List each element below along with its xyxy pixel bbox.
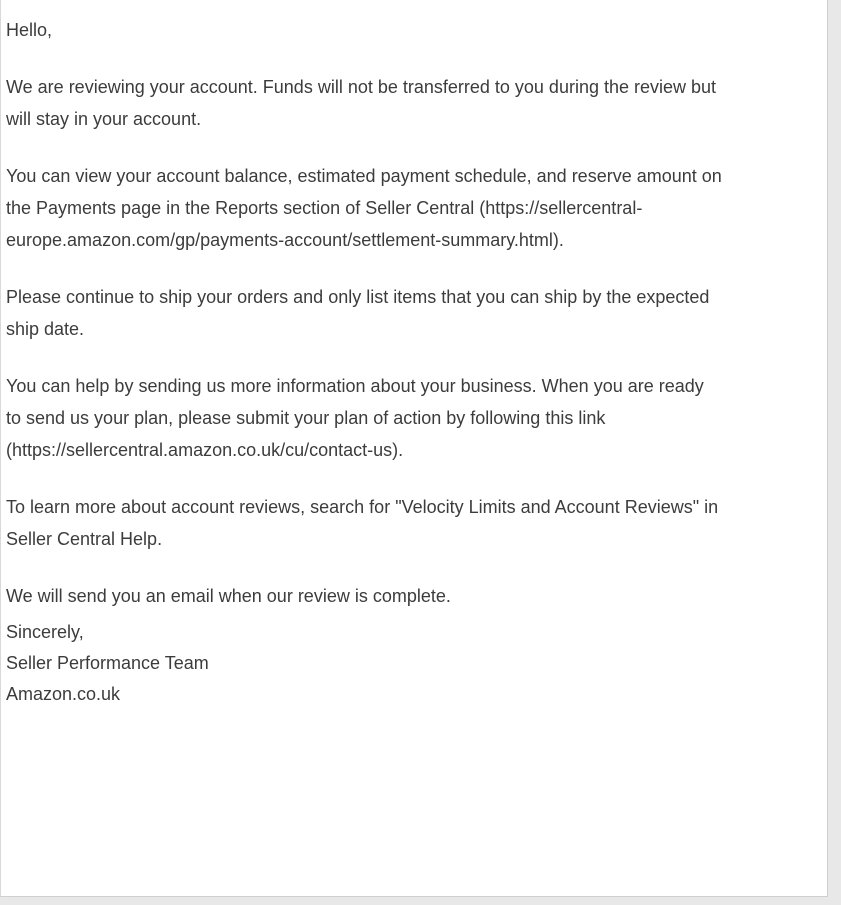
- greeting: Hello,: [6, 20, 53, 40]
- signoff: Sincerely,: [6, 622, 84, 642]
- paragraph-review-complete: We will send you an email when our review is complete.: [6, 586, 451, 606]
- paragraph-continue-shipping: Please continue to ship your orders and only list items that you can ship by the expected ship date.: [6, 287, 710, 339]
- paragraph-account-review: We are reviewing your account. Funds will not be transferred to you during the review but will stay in your account.: [6, 77, 717, 129]
- email-body: [6, 14, 826, 710]
- paragraph-learn-more: To learn more about account reviews, search for "Velocity Limits and Account Reviews" in Seller Central Help.: [6, 497, 719, 549]
- paragraph-plan-of-action: You can help by sending us more information about your business. When you are ready to send us your plan, please submit your plan of action by following this link (https://sellercentral.amazon.co.uk/cu/contact-us).: [6, 376, 704, 460]
- paragraph-account-balance: You can view your account balance, estimated payment schedule, and reserve amount on the Payments page in the Reports section of Seller Central (https://sellercentral- europe.amazon.com/gp/payments-account/settlement-summary.html).: [6, 166, 722, 250]
- signature-team: Seller Performance Team: [6, 653, 209, 673]
- signature-company: Amazon.co.uk: [6, 684, 121, 704]
